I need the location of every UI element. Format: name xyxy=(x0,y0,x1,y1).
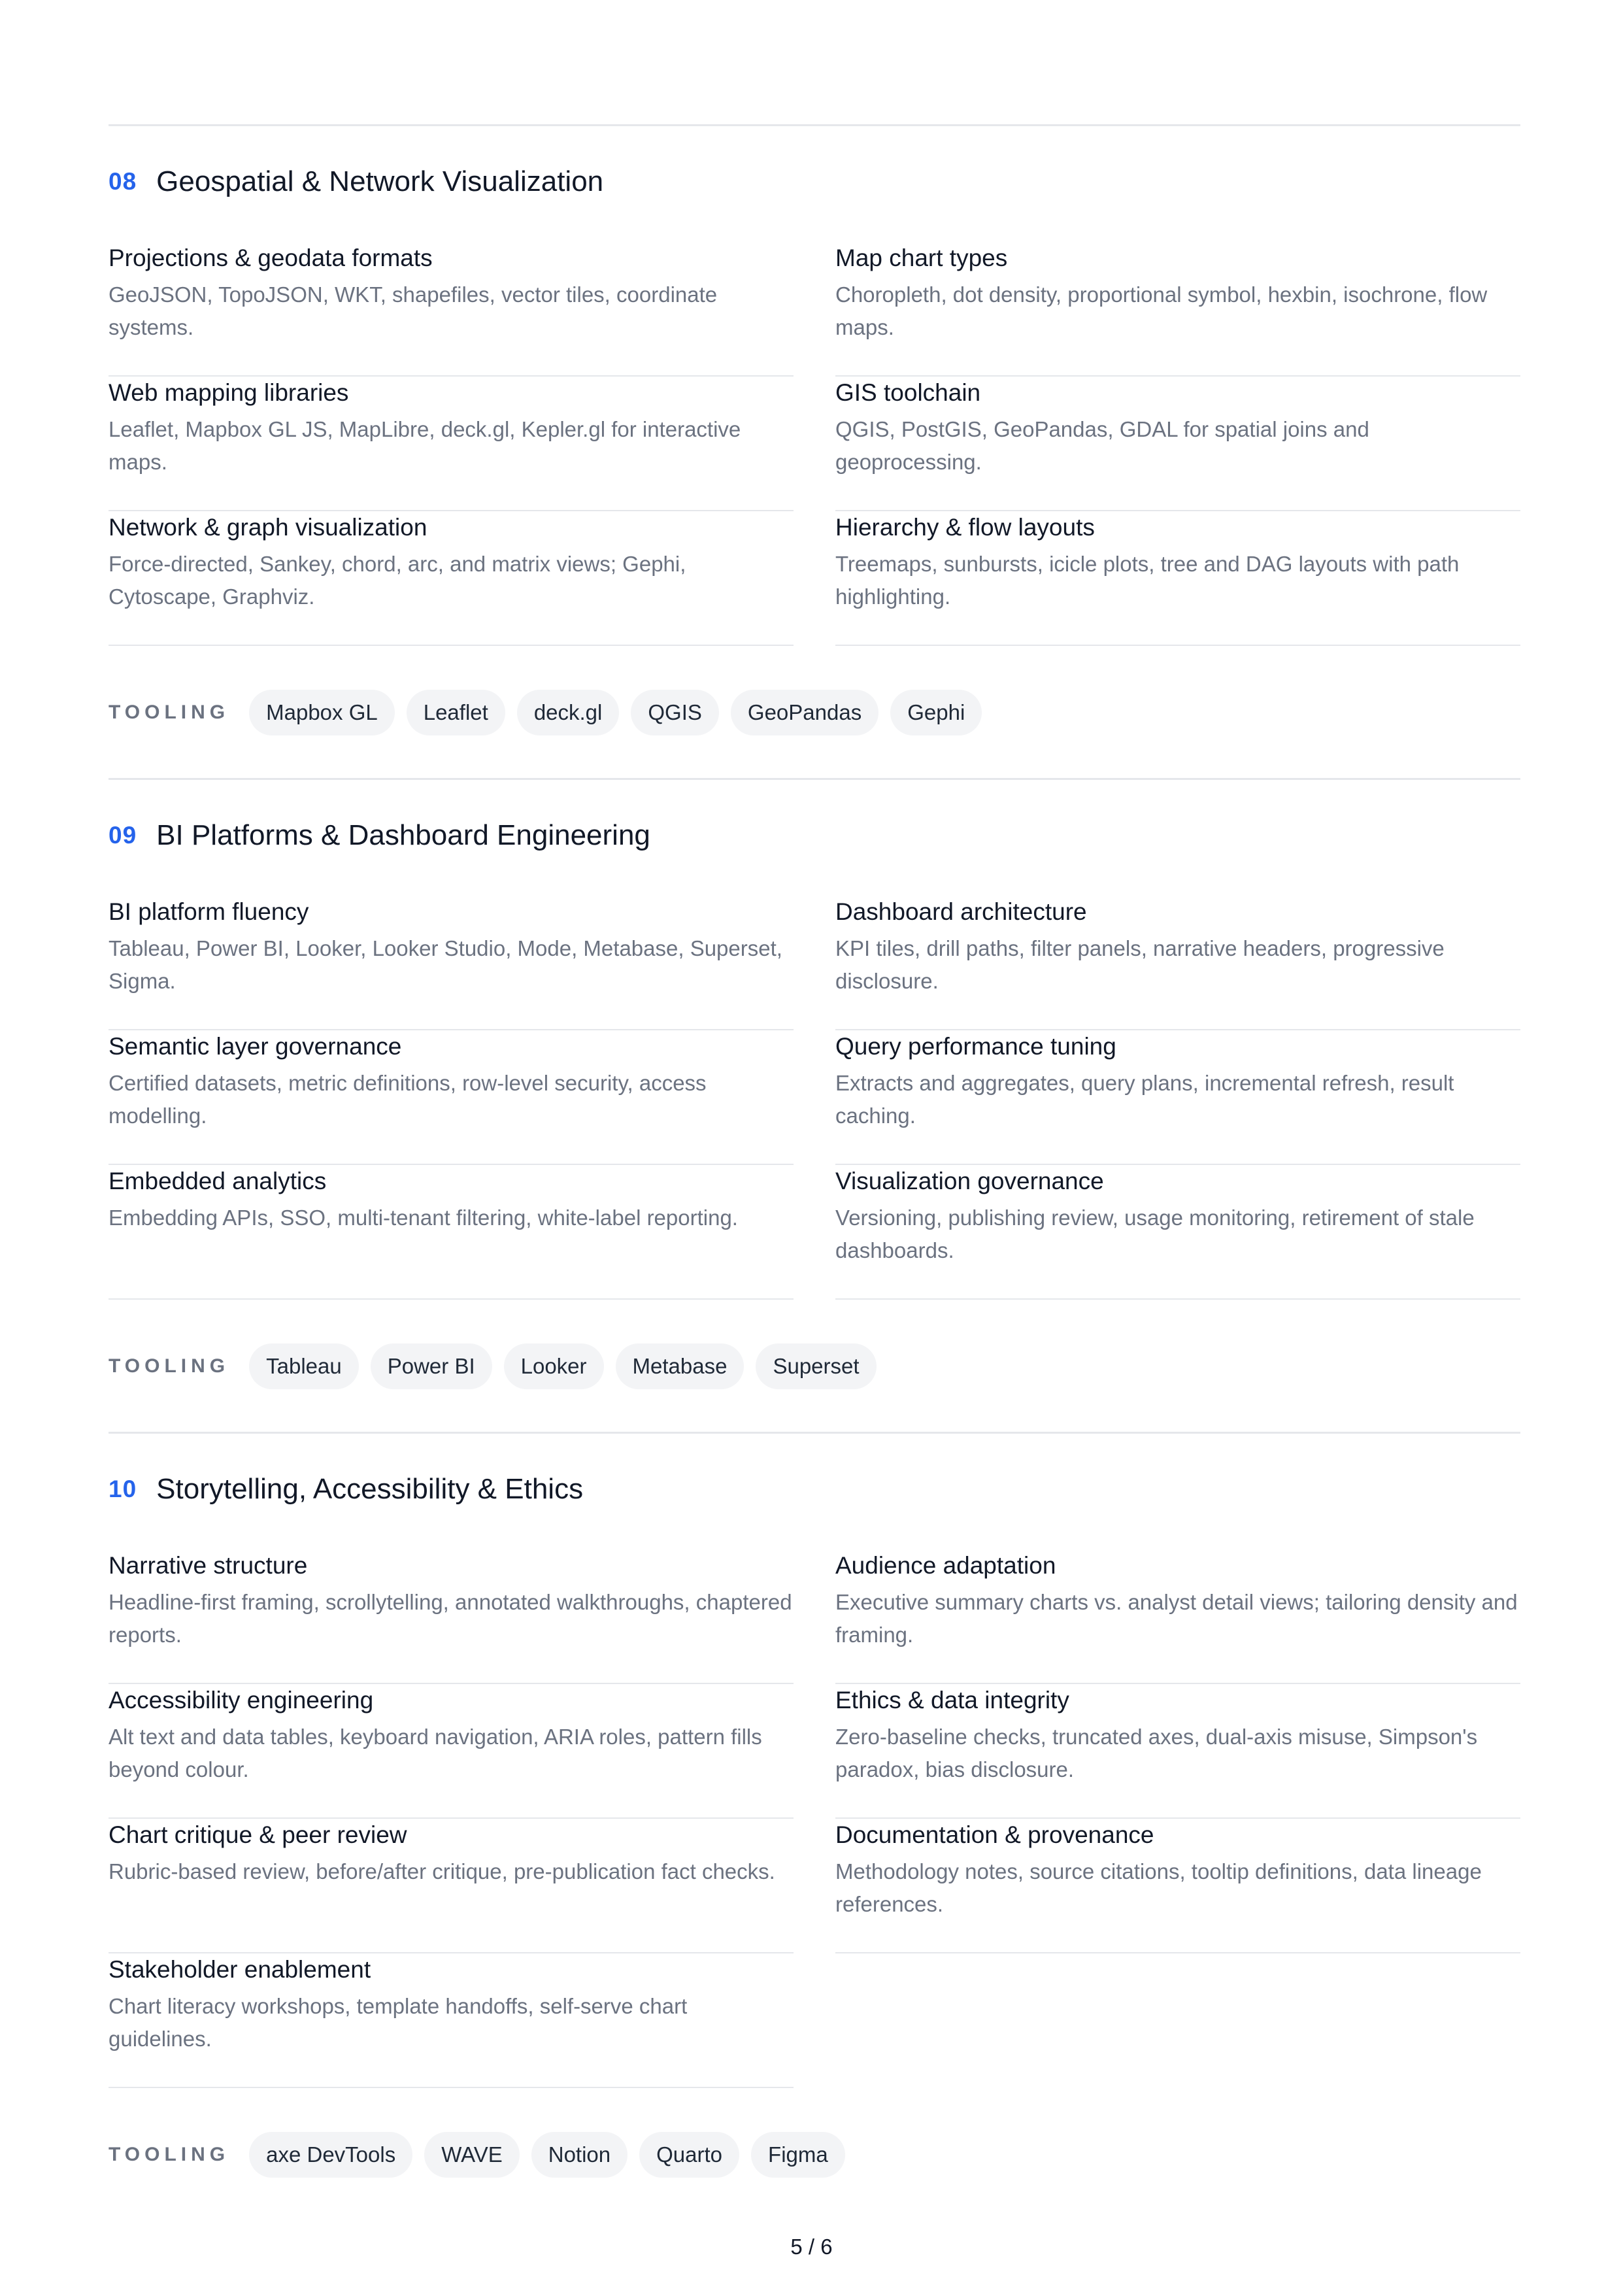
skill-description: Alt text and data tables, keyboard navigation, ARIA roles, pattern fills beyond colour. xyxy=(109,1725,762,1781)
section-title: BI Platforms & Dashboard Engineering xyxy=(156,819,650,851)
tool-chip: Leaflet xyxy=(407,690,505,735)
skill-item xyxy=(109,896,794,1030)
skill-item xyxy=(109,1953,794,2088)
section-number: 10 xyxy=(109,1476,137,1502)
skill-item xyxy=(835,1030,1520,1165)
tool-chip: WAVE xyxy=(424,2132,520,2178)
tool-chip: axe DevTools xyxy=(249,2132,412,2178)
tooling-row xyxy=(109,689,994,736)
skill-item xyxy=(835,377,1520,511)
document-page xyxy=(109,0,1520,2296)
skill-item xyxy=(109,242,794,377)
skill-title: Projections & geodata formats xyxy=(109,245,433,271)
skill-item xyxy=(109,1684,794,1819)
skill-title: Embedded analytics xyxy=(109,1168,327,1194)
tooling-label: TOOLING xyxy=(109,1355,230,1377)
skill-description: Tableau, Power BI, Looker, Looker Studio, Mode, Metabase, Superset, Sigma. xyxy=(109,936,782,993)
tool-chip: Power BI xyxy=(371,1343,492,1389)
skill-item xyxy=(835,242,1520,377)
skill-description: Force-directed, Sankey, chord, arc, and matrix views; Gephi, Cytoscape, Graphviz. xyxy=(109,552,686,609)
skill-item xyxy=(835,511,1520,646)
skill-title: Documentation & provenance xyxy=(835,1821,1154,1848)
skill-description: Rubric-based review, before/after critique, pre-publication fact checks. xyxy=(109,1859,775,1883)
skill-title: Hierarchy & flow layouts xyxy=(835,514,1095,541)
tool-chip: Metabase xyxy=(616,1343,745,1389)
skill-title: GIS toolchain xyxy=(835,379,981,406)
tool-chip: Quarto xyxy=(639,2132,739,2178)
skill-title: Query performance tuning xyxy=(835,1033,1116,1060)
skill-description: Methodology notes, source citations, tooltip definitions, data lineage references. xyxy=(835,1859,1482,1916)
skill-title: Accessibility engineering xyxy=(109,1687,374,1714)
skill-title: Chart critique & peer review xyxy=(109,1821,407,1848)
skill-title: Visualization governance xyxy=(835,1168,1104,1194)
tool-chip: Tableau xyxy=(249,1343,359,1389)
skill-description: Treemaps, sunbursts, icicle plots, tree and DAG layouts with path highlighting. xyxy=(835,552,1460,609)
skill-description: Choropleth, dot density, proportional symbol, hexbin, isochrone, flow maps. xyxy=(835,282,1488,339)
skill-item xyxy=(835,1165,1520,1300)
skill-item xyxy=(109,377,794,511)
skill-title: BI platform fluency xyxy=(109,898,309,925)
tool-chip: Looker xyxy=(504,1343,604,1389)
skill-item xyxy=(109,1165,794,1300)
skill-item xyxy=(109,1819,794,1953)
skill-item xyxy=(109,1030,794,1165)
skill-item xyxy=(109,511,794,646)
skill-item xyxy=(835,1549,1520,1684)
tool-chip: QGIS xyxy=(631,690,719,735)
skill-item xyxy=(835,1684,1520,1819)
section-header xyxy=(109,1468,583,1510)
skill-title: Web mapping libraries xyxy=(109,379,349,406)
section-divider xyxy=(109,778,1520,780)
section-title: Geospatial & Network Visualization xyxy=(156,165,604,197)
tooling-label: TOOLING xyxy=(109,701,230,723)
tool-chip: Notion xyxy=(531,2132,627,2178)
tooling-row xyxy=(109,2131,857,2178)
tool-chip: Superset xyxy=(756,1343,876,1389)
skill-item xyxy=(835,896,1520,1030)
skill-description: Zero-baseline checks, truncated axes, dual-axis misuse, Simpson's paradox, bias disclosure. xyxy=(835,1725,1478,1781)
skill-description: Extracts and aggregates, query plans, incremental refresh, result caching. xyxy=(835,1071,1454,1128)
skill-description: KPI tiles, drill paths, filter panels, narrative headers, progressive disclosure. xyxy=(835,936,1445,993)
skill-item xyxy=(109,1549,794,1684)
skill-description: Leaflet, Mapbox GL JS, MapLibre, deck.gl, Kepler.gl for interactive maps. xyxy=(109,417,741,474)
skill-title: Narrative structure xyxy=(109,1552,308,1579)
skill-title: Network & graph visualization xyxy=(109,514,427,541)
section-title: Storytelling, Accessibility & Ethics xyxy=(156,1473,584,1505)
skill-description: Certified datasets, metric definitions, row-level security, access modelling. xyxy=(109,1071,707,1128)
tool-chip: Mapbox GL xyxy=(249,690,395,735)
skill-description: Executive summary charts vs. analyst detail views; tailoring density and framing. xyxy=(835,1590,1518,1647)
tool-chip: GeoPandas xyxy=(731,690,878,735)
section-header xyxy=(109,815,650,856)
skill-description: Embedding APIs, SSO, multi-tenant filtering, white-label reporting. xyxy=(109,1206,738,1230)
section-number: 08 xyxy=(109,168,137,195)
skill-item xyxy=(835,1819,1520,1953)
skill-description: Headline-first framing, scrollytelling, annotated walkthroughs, chaptered reports. xyxy=(109,1590,792,1647)
skill-title: Audience adaptation xyxy=(835,1552,1056,1579)
skill-description: QGIS, PostGIS, GeoPandas, GDAL for spatial joins and geoprocessing. xyxy=(835,417,1369,474)
skill-description: Versioning, publishing review, usage monitoring, retirement of stale dashboards. xyxy=(835,1206,1475,1262)
skill-description: Chart literacy workshops, template handoffs, self-serve chart guidelines. xyxy=(109,1994,688,2051)
tool-chip: deck.gl xyxy=(517,690,620,735)
skill-title: Semantic layer governance xyxy=(109,1033,402,1060)
tool-chip: Figma xyxy=(751,2132,845,2178)
section-header xyxy=(109,161,603,203)
tooling-row xyxy=(109,1343,888,1390)
section-number: 09 xyxy=(109,822,137,849)
skill-title: Map chart types xyxy=(835,245,1008,271)
skill-title: Dashboard architecture xyxy=(835,898,1087,925)
section-divider xyxy=(109,1432,1520,1434)
page-number: 5 / 6 xyxy=(790,2235,833,2259)
skill-title: Stakeholder enablement xyxy=(109,1956,371,1983)
skill-title: Ethics & data integrity xyxy=(835,1687,1069,1714)
section-divider xyxy=(109,124,1520,126)
tool-chip: Gephi xyxy=(890,690,982,735)
tooling-label: TOOLING xyxy=(109,2144,230,2165)
skill-description: GeoJSON, TopoJSON, WKT, shapefiles, vector tiles, coordinate systems. xyxy=(109,282,718,339)
